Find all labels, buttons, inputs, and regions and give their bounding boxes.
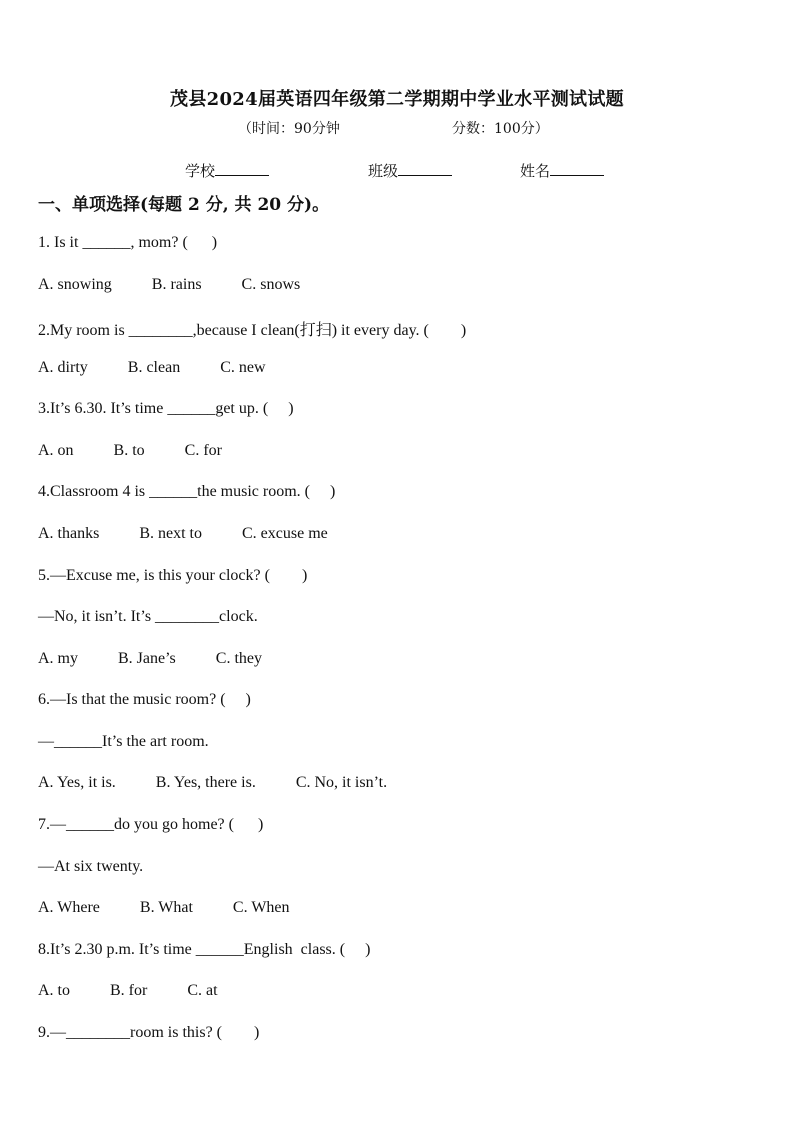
- exam-title: 茂县2024届英语四年级第二学期期中学业水平测试试题: [170, 89, 624, 110]
- options-line: A. snowing B. rains C. snows: [38, 276, 301, 293]
- question-line: 5.—Excuse me, is this your clock? ( ): [38, 567, 308, 584]
- class-label: 班级: [368, 162, 399, 180]
- options-line: A. on B. to C. for: [38, 442, 222, 459]
- class-blank[interactable]: [398, 161, 452, 176]
- school-label: 学校: [185, 162, 216, 180]
- options-line: A. dirty B. clean C. new: [38, 359, 266, 376]
- options-line: A. to B. for C. at: [38, 982, 218, 999]
- school-blank[interactable]: [215, 161, 269, 176]
- options-line: A. Where B. What C. When: [38, 899, 290, 916]
- dialogue-line: —No, it isn’t. It’s ________clock.: [38, 608, 258, 625]
- name-blank[interactable]: [550, 161, 604, 176]
- exam-time: （时间：90分钟: [238, 121, 340, 137]
- question-line: 1. Is it ______, mom? ( ): [38, 234, 218, 251]
- options-line: A. thanks B. next to C. excuse me: [38, 525, 328, 542]
- question-line: 4.Classroom 4 is ______the music room. ( ): [38, 483, 336, 500]
- question-line: 3.It’s 6.30. It’s time ______get up. ( ): [38, 400, 294, 417]
- class-field: [368, 160, 452, 181]
- options-line: A. my B. Jane’s C. they: [38, 650, 262, 667]
- school-field: [185, 160, 269, 181]
- question-line: 6.—Is that the music room? ( ): [38, 691, 251, 708]
- dialogue-line: —At six twenty.: [38, 858, 144, 875]
- question-line: 2.My room is ________,because I clean(打扫) it every day. ( ): [38, 322, 467, 339]
- name-field: [520, 160, 604, 181]
- name-label: 姓名: [520, 162, 551, 180]
- question-line: 8.It’s 2.30 p.m. It’s time ______English class. ( ): [38, 941, 371, 958]
- section-heading: 一、单项选择(每题 2 分, 共 20 分)。: [38, 195, 330, 215]
- exam-score: 分数：100分）: [452, 121, 549, 137]
- dialogue-line: —______It’s the art room.: [38, 733, 209, 750]
- options-line: A. Yes, it is. B. Yes, there is. C. No, it isn’t.: [38, 774, 388, 791]
- question-line: 9.—________room is this? ( ): [38, 1024, 260, 1041]
- question-line: 7.—______do you go home? ( ): [38, 816, 264, 833]
